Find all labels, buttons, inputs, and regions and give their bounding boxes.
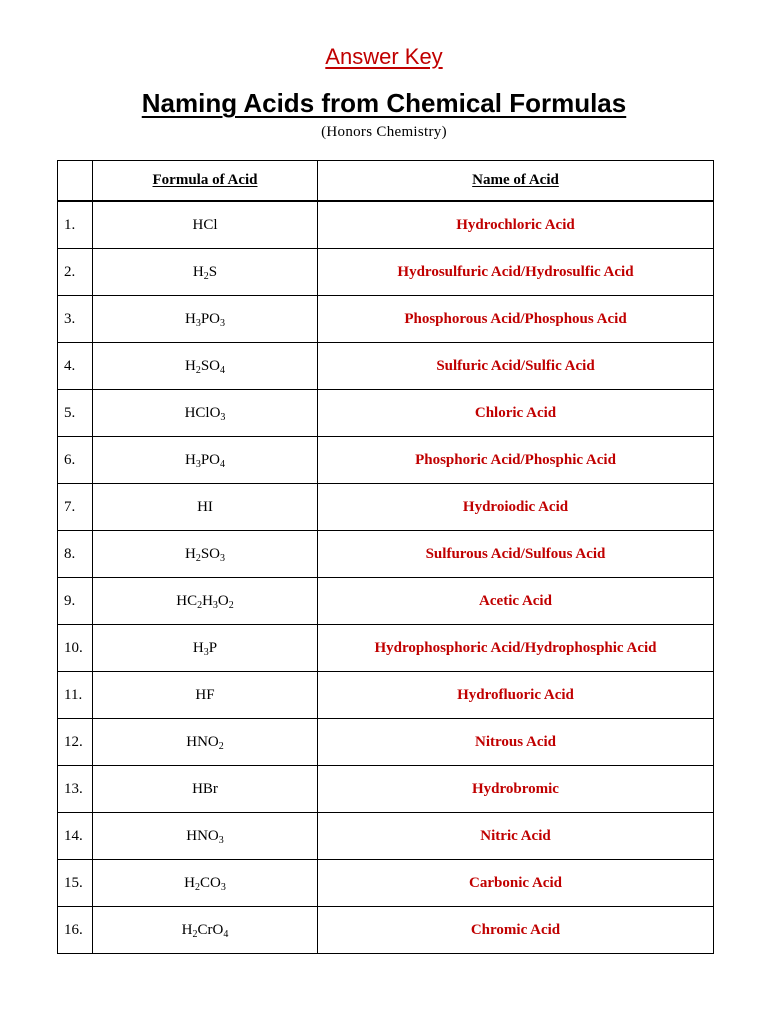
- row-number: 13.: [58, 766, 93, 813]
- header-number-cell: [58, 161, 93, 202]
- formula-symbol: SO: [200, 545, 221, 562]
- table-row: [58, 625, 714, 672]
- formula-symbol: PO: [200, 451, 221, 468]
- row-number: 2.: [58, 249, 93, 296]
- row-number: 9.: [58, 578, 93, 625]
- formula-cell: [93, 813, 318, 860]
- formula-cell: [93, 578, 318, 625]
- formula-subscript: 3: [195, 317, 201, 329]
- formula-symbol: CrO: [197, 921, 224, 938]
- table-body: [58, 201, 714, 954]
- row-number: 14.: [58, 813, 93, 860]
- formula-symbol: H: [184, 310, 196, 327]
- formula-cell: [93, 907, 318, 954]
- formula-cell: [93, 531, 318, 578]
- formula-symbol: HI: [197, 498, 213, 515]
- row-number: 7.: [58, 484, 93, 531]
- page-title: Naming Acids from Chemical Formulas: [141, 88, 627, 118]
- formula-subscript: 3: [220, 552, 226, 564]
- formula-subscript: 4: [220, 364, 226, 376]
- formula-subscript: 2: [203, 270, 209, 282]
- table-header-row: [58, 161, 714, 202]
- acid-name-cell: Chromic Acid: [318, 907, 714, 954]
- formula-cell: [93, 860, 318, 907]
- row-number: 5.: [58, 390, 93, 437]
- formula-cell: [93, 625, 318, 672]
- formula-symbol: H: [181, 921, 193, 938]
- table-row: [58, 719, 714, 766]
- formula-symbol: HCl: [192, 216, 218, 233]
- row-number: 10.: [58, 625, 93, 672]
- formula-subscript: 3: [218, 834, 224, 846]
- table-row: [58, 813, 714, 860]
- acid-name-cell: Hydroiodic Acid: [318, 484, 714, 531]
- table-row: [58, 249, 714, 296]
- formula-subscript: 2: [197, 599, 203, 611]
- formula-subscript: 3: [212, 599, 218, 611]
- acid-name-cell: Hydrophosphoric Acid/Hydrophosphic Acid: [318, 625, 714, 672]
- formula-subscript: 2: [218, 740, 224, 752]
- formula-subscript: 4: [223, 928, 229, 940]
- table-row: [58, 578, 714, 625]
- table-row: [58, 343, 714, 390]
- formula-cell: [93, 296, 318, 343]
- row-number: 16.: [58, 907, 93, 954]
- formula-symbol: H: [192, 263, 204, 280]
- row-number: 15.: [58, 860, 93, 907]
- formula-symbol: H: [184, 874, 195, 891]
- formula-cell: [93, 484, 318, 531]
- page-subtitle: (Honors Chemistry): [321, 124, 447, 140]
- formula-subscript: 2: [195, 364, 201, 376]
- table-row: [58, 860, 714, 907]
- table-row: [58, 437, 714, 484]
- formula-subscript: 3: [220, 881, 226, 893]
- acid-name-cell: Chloric Acid: [318, 390, 714, 437]
- formula-symbol: H: [184, 451, 196, 468]
- header-formula-label: Formula of Acid: [152, 172, 258, 188]
- formula-subscript: 3: [203, 646, 209, 658]
- table-row: [58, 672, 714, 719]
- table-row: [58, 484, 714, 531]
- formula-symbol: HNO: [186, 733, 219, 750]
- formula-cell: [93, 437, 318, 484]
- formula-subscript: 2: [195, 881, 200, 893]
- formula-subscript: 4: [220, 458, 226, 470]
- row-number: 4.: [58, 343, 93, 390]
- formula-cell: [93, 201, 318, 249]
- formula-subscript: 2: [195, 552, 201, 564]
- formula-cell: [93, 343, 318, 390]
- header-name-label: Name of Acid: [472, 172, 559, 188]
- formula-symbol: O: [217, 592, 229, 609]
- formula-symbol: HNO: [186, 827, 219, 844]
- formula-symbol: SO: [200, 357, 221, 374]
- formula-symbol: H: [192, 639, 204, 656]
- table-row: [58, 907, 714, 954]
- acid-name-cell: Hydrosulfuric Acid/Hydrosulfic Acid: [318, 249, 714, 296]
- acid-name-cell: Hydrobromic: [318, 766, 714, 813]
- row-number: 8.: [58, 531, 93, 578]
- formula-subscript: 3: [220, 317, 226, 329]
- acid-name-cell: Acetic Acid: [318, 578, 714, 625]
- acid-name-cell: Sulfuric Acid/Sulfic Acid: [318, 343, 714, 390]
- acid-name-cell: Phosphorous Acid/Phosphous Acid: [318, 296, 714, 343]
- row-number: 3.: [58, 296, 93, 343]
- formula-symbol: HClO: [184, 404, 221, 421]
- table-row: [58, 390, 714, 437]
- formula-symbol: HBr: [192, 780, 218, 797]
- formula-cell: [93, 249, 318, 296]
- acid-name-cell: Nitrous Acid: [318, 719, 714, 766]
- formula-subscript: 3: [195, 458, 201, 470]
- acid-name-cell: Nitric Acid: [318, 813, 714, 860]
- row-number: 11.: [58, 672, 93, 719]
- acids-table: [57, 160, 714, 954]
- formula-cell: [93, 766, 318, 813]
- formula-symbol: CO: [200, 874, 221, 891]
- formula-symbol: P: [208, 639, 218, 656]
- formula-symbol: H: [202, 592, 213, 609]
- formula-symbol: PO: [200, 310, 221, 327]
- acid-name-cell: Hydrochloric Acid: [318, 201, 714, 249]
- table-header: [58, 161, 714, 202]
- formula-cell: [93, 719, 318, 766]
- formula-symbol: HF: [195, 686, 215, 703]
- acid-name-cell: Carbonic Acid: [318, 860, 714, 907]
- row-number: 12.: [58, 719, 93, 766]
- formula-symbol: S: [208, 263, 218, 280]
- formula-symbol: H: [184, 357, 196, 374]
- formula-subscript: 2: [228, 599, 234, 611]
- formula-cell: [93, 390, 318, 437]
- acid-name-cell: Hydrofluoric Acid: [318, 672, 714, 719]
- row-number: 6.: [58, 437, 93, 484]
- formula-cell: [93, 672, 318, 719]
- header-name-cell: [318, 161, 714, 202]
- formula-symbol: HC: [176, 592, 198, 609]
- header-formula-cell: [93, 161, 318, 202]
- table-row: [58, 296, 714, 343]
- formula-subscript: 3: [220, 411, 226, 423]
- table-row: [58, 201, 714, 249]
- table-row: [58, 531, 714, 578]
- acid-name-cell: Phosphoric Acid/Phosphic Acid: [318, 437, 714, 484]
- formula-subscript: 2: [192, 928, 198, 940]
- acid-name-cell: Sulfurous Acid/Sulfous Acid: [318, 531, 714, 578]
- table-row: [58, 766, 714, 813]
- answer-key-heading: Answer Key: [325, 44, 443, 69]
- formula-symbol: H: [184, 545, 196, 562]
- row-number: 1.: [58, 201, 93, 249]
